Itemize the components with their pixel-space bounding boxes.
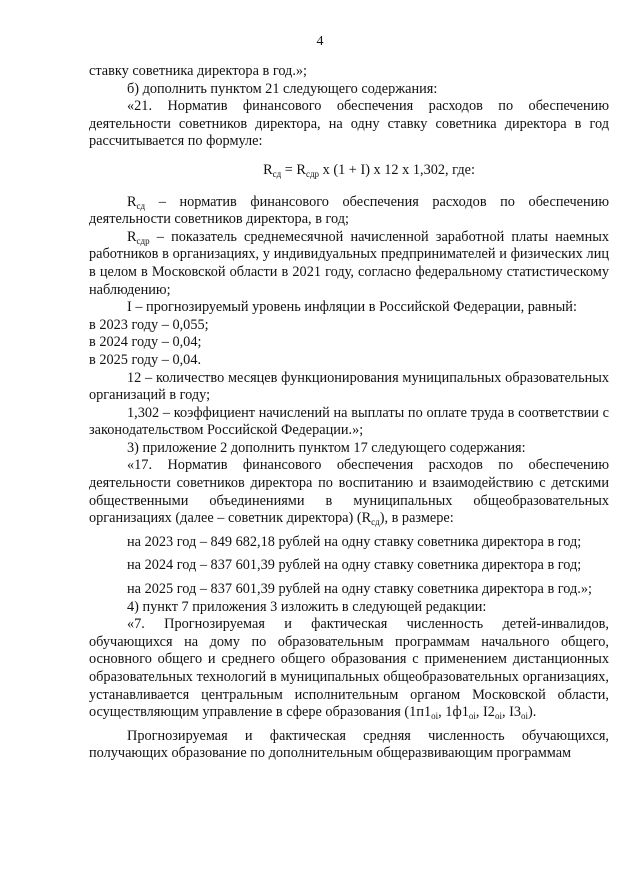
norm-2025: на 2025 год – 837 601,39 рублей на одну ставку советника директора в год.»; — [127, 581, 592, 598]
definition-rsdr: $R_{сдр}$ – показатель среднемесячной начисленной заработной платы наемных работников в организациях, у индивидуальных предпринимателей и физических лиц в целом в Московской области в 2021 году, согласно федеральному статистическому наблюдению; — [89, 228, 609, 298]
norm-2023: на 2023 год – 849 682,18 рублей на одну ставку советника директора в год; — [127, 533, 582, 550]
page-number: 4 — [316, 34, 324, 49]
definition-coefficient: 1,302 – коэффициент начислений на выплаты по оплате труда в соответствии с законодательством Российской Федерации.»; — [89, 404, 609, 439]
paragraph-item-b: б) дополнить пунктом 21 следующего содержания: — [127, 80, 438, 97]
definition-rsd: $R_{сд}$ – норматив финансового обеспечения расходов по обеспечению деятельности советников директора, в год; — [89, 193, 609, 228]
paragraph-17: «17. Норматив финансового обеспечения расходов по обеспечению деятельности советников директора по воспитанию и взаимодействию с детскими общественными объединениями в муниципальных общеобразовательных организациях (далее – советник директора) $(R_{сд})$, в размере: — [89, 457, 609, 528]
document-body — [89, 63, 609, 763]
formula: $R_{сд} = R_{сдр}$ x (1 + I) x 12 x 1,302, где: — [263, 161, 475, 179]
paragraph-average-count: Прогнозируемая и фактическая средняя численность обучающихся, получающих образование по дополнительным общеразвивающим программам — [89, 727, 609, 762]
paragraph-item-3: 3) приложение 2 дополнить пунктом 17 следующего содержания: — [127, 439, 526, 456]
norm-2024: на 2024 год – 837 601,39 рублей на одну ставку советника директора в год; — [127, 557, 582, 574]
inflation-2025: в 2025 году – 0,04. — [89, 351, 202, 368]
paragraph-item-4: 4) пункт 7 приложения 3 изложить в следующей редакции: — [127, 598, 487, 615]
inflation-2024: в 2024 году – 0,04; — [89, 334, 202, 351]
definition-months: 12 – количество месяцев функционирования муниципальных образовательных организаций в году; — [89, 369, 609, 404]
paragraph-continuation: ставку советника директора в год.»; — [89, 63, 308, 79]
inflation-2023: в 2023 году – 0,055; — [89, 316, 209, 333]
paragraph-21: «21. Норматив финансового обеспечения расходов по обеспечению деятельности советников директора, на одну ставку советника директора в год рассчитывается по формуле: — [89, 98, 609, 150]
paragraph-7: «7. Прогнозируемая и фактическая численность детей-инвалидов, обучающихся на дому по образовательным программам начального общего, основного общего и среднего общего образования с применением дистанционных образовательных технологий в муниципальных общеобразовательных организациях, устанавливается центральным исполнительным органом Московской области, осуществляющим управление в сфере образования ($1п1_{oi}$, $1ф1_{oi}$, $I2_{oi}$, $I3_{oi}$). — [89, 616, 609, 722]
definition-inflation: I – прогнозируемый уровень инфляции в Российской Федерации, равный: — [127, 299, 577, 316]
